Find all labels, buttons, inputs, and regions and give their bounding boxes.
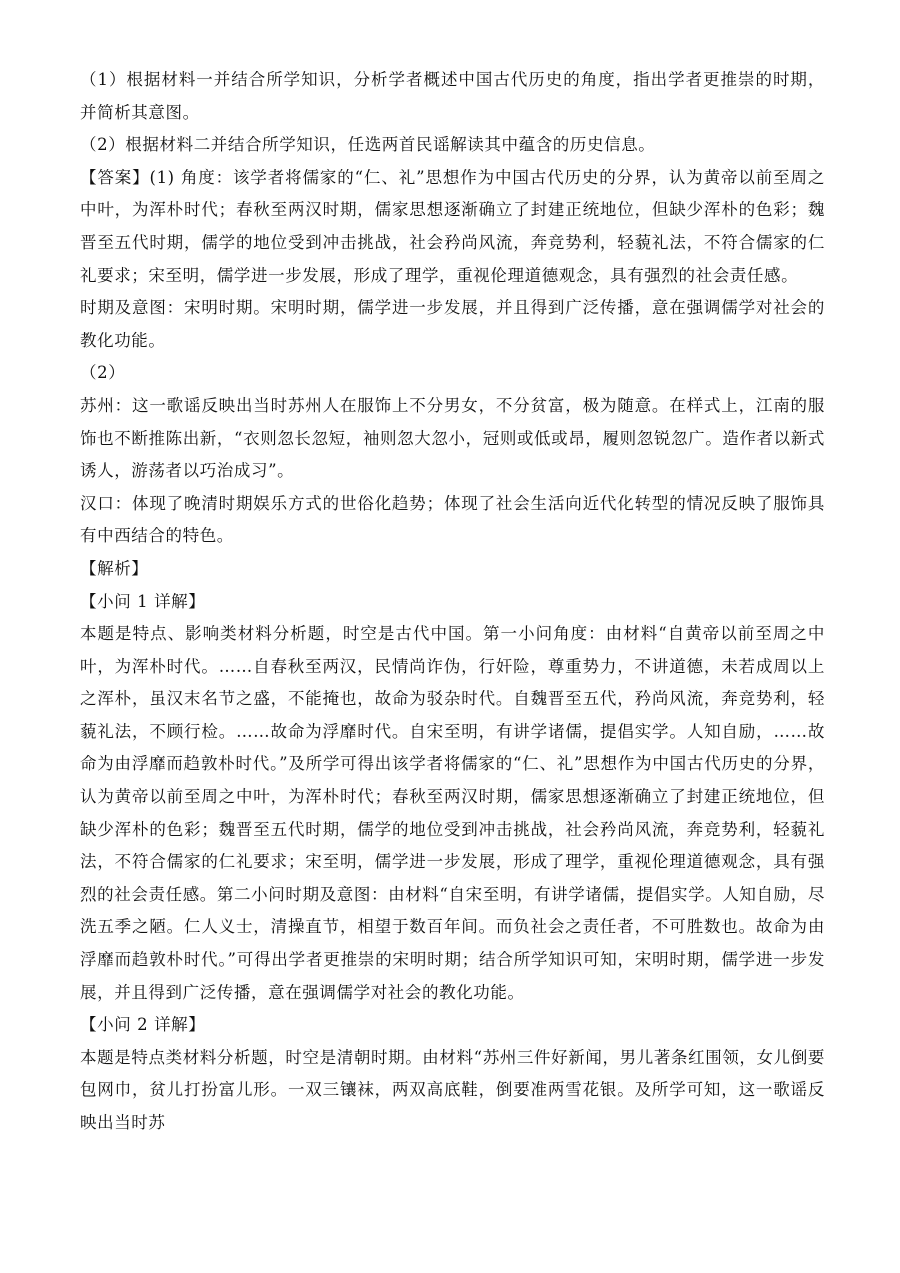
answer-suzhou: 苏州：这一歌谣反映出当时苏州人在服饰上不分男女，不分贫富，极为随意。在样式上，江南的服饰也不断推陈出新，“衣则忽长忽短，袖则忽大忽小，冠则或低或昂，履则忽锐忽广。造作者以新式诱人，游荡者以巧治成习”。 xyxy=(80,395,825,481)
answer-part-1: 【答案】(1) 角度：该学者将儒家的“仁、礼”思想作为中国古代历史的分界，认为黄帝以前至周之中叶，为浑朴时代；春秋至两汉时期，儒家思想逐渐确立了封建正统地位，但缺少浑朴的色彩；魏晋至五代时期，儒学的地位受到冲击挑战，社会矜尚风流，奔竞势利，轻藐礼法，不符合儒家的仁礼要求；宋至明，儒学进一步发展，形成了理学，重视伦理道德观念，具有强烈的社会责任感。 xyxy=(80,167,825,285)
answer-part-2-label: （2） xyxy=(80,363,126,383)
question-1: （1）根据材料一并结合所学知识，分析学者概述中国古代历史的角度，指出学者更推崇的时期，并简析其意图。 xyxy=(80,70,825,122)
sub-question-2-explanation: 本题是特点类材料分析题，时空是清朝时期。由材料“苏州三件好新闻，男儿著条红围领，女儿倒要包网巾，贫儿打扮富儿形。一双三镶袜，两双高底鞋，倒要准两雪花银。及所学可知，这一歌谣反映出当时苏 xyxy=(80,1047,825,1132)
answer-period-intent: 时期及意图：宋明时期。宋明时期，儒学进一步发展，并且得到广泛传播，意在强调儒学对社会的教化功能。 xyxy=(80,298,825,350)
answer-hankou: 汉口：体现了晚清时期娱乐方式的世俗化趋势；体现了社会生活向近代化转型的情况反映了服饰具有中西结合的特色。 xyxy=(80,493,825,546)
analysis-heading: 【解析】 xyxy=(80,558,149,578)
sub-question-1-explanation: 本题是特点、影响类材料分析题，时空是古代中国。第一小问角度：由材料“自黄帝以前至周之中叶，为浑朴时代。……自春秋至两汉，民情尚诈伪，行奸险，尊重势力，不讲道德，未若成周以上之浑朴，虽汉末名节之盛，不能掩也，故命为驳杂时代。自魏晋至五代，矜尚风流，奔竞势利，轻藐礼法，不顾行检。……故命为浮靡时代。自宋至明，有讲学诸儒，提倡实学。人知自励，……故命为由浮靡而趋敦朴时代。”及所学可得出该学者将儒家的“仁、礼”思想作为中国古代历史的分界，认为黄帝以前至周之中叶，为浑朴时代；春秋至两汉时期，儒家思想逐渐确立了封建正统地位，但缺少浑朴的色彩；魏晋至五代时期，儒学的地位受到冲击挑战，社会矜尚风流，奔竞势利，轻藐礼法，不符合儒家的仁礼要求；宋至明，儒学进一步发展，形成了理学，重视伦理道德观念，具有强烈的社会责任感。第二小问时期及意图：由材料“自宋至明，有讲学诸儒，提倡实学。人知自励，尽洗五季之陋。仁人义士，清操直节，相望于数百年间。而负社会之责任者，不可胜数也。故命为由浮靡而趋敦朴时代。”可得出学者更推崇的宋明时期；结合所学知识可知，宋明时期，儒学进一步发展，并且得到广泛传播，意在强调儒学对社会的教化功能。 xyxy=(80,624,825,1002)
document-body xyxy=(80,64,825,1140)
question-2: （2）根据材料二并结合所学知识，任选两首民谣解读其中蕴含的历史信息。 xyxy=(80,135,656,155)
sub-question-2-heading: 【小问 2 详解】 xyxy=(80,1015,206,1035)
sub-question-1-heading: 【小问 1 详解】 xyxy=(80,591,206,611)
